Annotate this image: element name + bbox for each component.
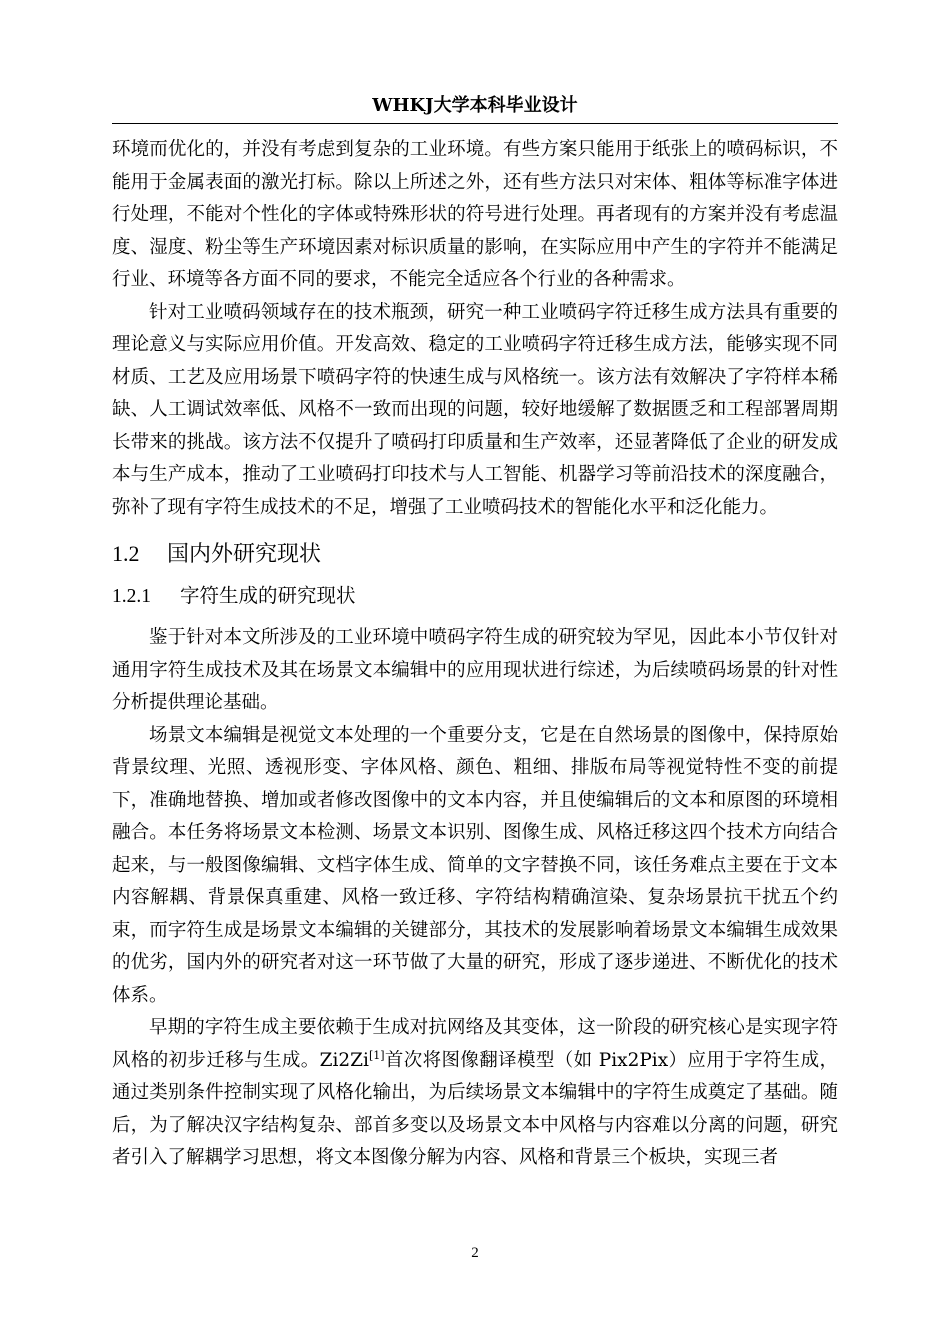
paragraph-4: 场景文本编辑是视觉文本处理的一个重要分支，它是在自然场景的图像中，保持原始背景纹理、光照、透视形变、字体风格、颜色、粗细、排版布局等视觉特性不变的前提下，准确地替换、增加或者修改图像中的文本内容，并且使编辑后的文本和原图的环境相融合。本任务将场景文本检测、场景文本识别、图像生成、风格迁移这四个技术方向结合起来，与一般图像编辑、文档字体生成、简单的文字替换不同，该任务难点主要在于文本内容解耦、背景保真重建、风格一致迁移、字符结构精确渲染、复杂场景抗干扰五个约束，而字符生成是场景文本编辑的关键部分，其技术的发展影响着场景文本编辑生成效果的优劣，国内外的研究者对这一环节做了大量的研究，形成了逐步递进、不断优化的技术体系。 xyxy=(112,724,838,1006)
section-heading xyxy=(112,538,838,571)
paragraph-2: 针对工业喷码领域存在的技术瓶颈，研究一种工业喷码字符迁移生成方法具有重要的理论意义与实际应用价值。开发高效、稳定的工业喷码字符迁移生成方法，能够实现不同材质、工艺及应用场景下喷码字符的快速生成与风格统一。该方法有效解决了字符样本稀缺、人工调试效率低、风格不一致而出现的问题，较好地缓解了数据匮乏和工程部署周期长带来的挑战。该方法不仅提升了喷码打印质量和生产效率，还显著降低了企业的研发成本与生产成本，推动了工业喷码打印技术与人工智能、机器学习等前沿技术的深度融合，弥补了现有字符生成技术的不足，增强了工业喷码技术的智能化水平和泛化能力。 xyxy=(112,301,838,518)
paragraph-5-text-after: 首次将图像翻译模型（如 Pix2Pix）应用于字符生成，通过类别条件控制实现了风格化输出，为后续场景文本编辑中的字符生成奠定了基础。随后，为了解决汉字结构复杂、部首多变以及场景文本中风格与内容难以分离的问题，研究者引入了解耦学习思想，将文本图像分解为内容、风格和背景三个板块，实现三者 xyxy=(112,1049,838,1168)
subsection-title: 字符生成的研究现状 xyxy=(180,584,356,607)
page-header: WHKJ大学本科毕业设计 xyxy=(372,95,578,116)
paragraph-3: 鉴于针对本文所涉及的工业环境中喷码字符生成的研究较为罕见，因此本小节仅针对通用字符生成技术及其在场景文本编辑中的应用现状进行综述，为后续喷码场景的针对性分析提供理论基础。 xyxy=(112,627,838,713)
citation-ref[interactable]: [1] xyxy=(368,1048,385,1062)
paragraph-5 xyxy=(112,1012,838,1175)
section-number: 1.2 xyxy=(112,541,140,566)
page-body xyxy=(112,134,838,1175)
page-number: 2 xyxy=(471,1245,479,1261)
section-title: 国内外研究现状 xyxy=(167,542,322,567)
header-rule xyxy=(112,123,838,124)
subsection-number: 1.2.1 xyxy=(112,586,151,607)
paragraph-5-text-before: 早期的字符生成主要依赖于生成对抗网络及其变体，这一阶段的研究核心是实现字符风格的初步迁移与生成。Zi2Zi xyxy=(112,1017,838,1071)
subsection-heading xyxy=(112,581,838,612)
paragraph-1: 环境而优化的，并没有考虑到复杂的工业环境。有些方案只能用于纸张上的喷码标识，不能用于金属表面的激光打标。除以上所述之外，还有些方法只对宋体、粗体等标准字体进行处理，不能对个性化的字体或特殊形状的符号进行处理。再者现有的方案并没有考虑温度、湿度、粉尘等生产环境因素对标识质量的影响，在实际应用中产生的字符并不能满足行业、环境等各方面不同的要求，不能完全适应各个行业的各种需求。 xyxy=(112,139,838,290)
